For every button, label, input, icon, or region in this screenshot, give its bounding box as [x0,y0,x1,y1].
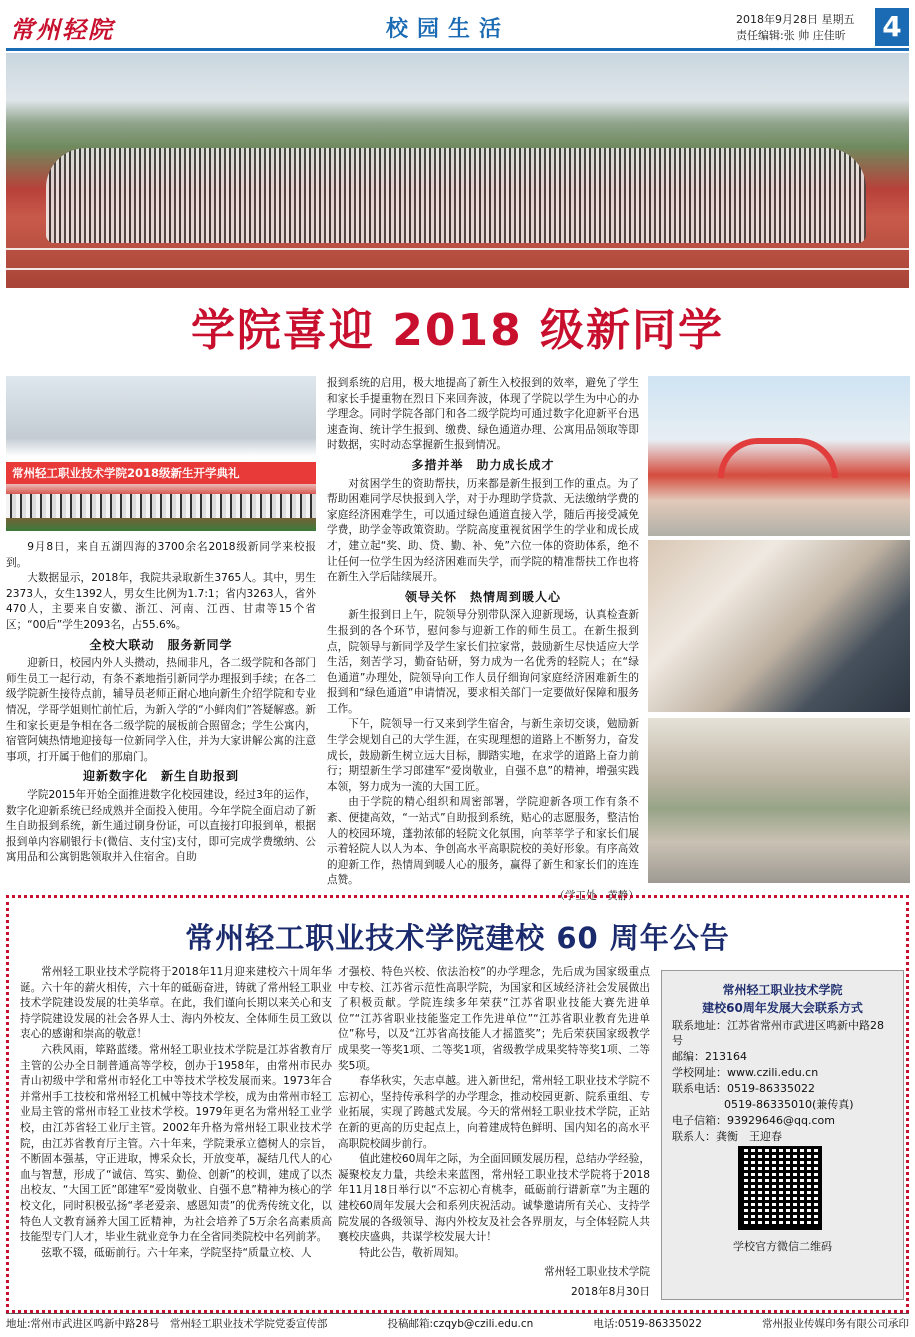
paragraph: 才强校、特色兴校、依法治校”的办学理念，先后成为国家级重点中专校、江苏省示范性高职学院，为国家和区域经济社会发展做出了积极贡献。学院连续多年荣获“江苏省职业技能大赛先进单位”“江苏省职业技能鉴定工作先进单位”“江苏省职业教育先进单位”称号，以及“江苏省高技能人才摇篮奖”；先后荣获国家级教学成果奖一等奖1项、二等奖1项，省级教学成果奖特等奖1项、二等奖5项。 [338,966,650,1072]
paragraph: 特此公告，敬祈周知。 [359,1246,466,1259]
paragraph: 新生报到日上午，院领导分别带队深入迎新现场，认真检查新生报到的各个环节，慰问参与迎新工作的师生员工。在新生报到点，院领导与新同学及学生家长们拉家常，鼓励新生尽快适应大学生活，刻苦学习，勤奋钻研，努力成为一名优秀的轻院人；在“绿色通道”办理处，院领导向工作人员仔细询问家庭经济困难新生的报到和“绿色通道”申请情况，要求相关部门一定要做好保障和服务工作。 [327,609,639,715]
footer-printer: 常州报业传媒印务有限公司承印 [761,1318,909,1330]
header-rule [6,48,909,51]
notice-date: 2018年8月30日 [571,1285,650,1298]
subheading: 全校大联动 服务新同学 [89,637,233,652]
article-column-1 [6,540,316,885]
contact-email: 电子信箱：93929646@qq.com [672,1114,835,1127]
hero-photo-opening-ceremony [6,53,909,288]
track-line [6,248,909,250]
ceremony-banner: 常州轻工职业技术学院2018级新生开学典礼 [6,462,316,484]
footer-email: 投稿邮箱:czqyb@czili.edu.cn [387,1318,534,1330]
footer [6,1316,909,1331]
issue-date: 2018年9月28日 星期五 [736,13,855,26]
contact-address: 联系地址：江苏省常州市武进区鸣新中路28号 [672,1019,884,1047]
paragraph: 报到系统的启用，极大地提高了新生入校报到的效率，避免了学生和家长手提重物在烈日下来回奔波，体现了学院以学生为中心的办学理念。同时学院各部门和各二级学院均可通过数字化迎新平台迅速查询、统计学生报到、缴费、绿色通道办理、公寓用品领取等即时数据，实时动态掌握新生报到情况。 [327,377,639,452]
footer-phone: 电话:0519-86335022 [593,1318,702,1330]
registration-desk-photo [648,540,910,712]
subheading: 多措并举 助力成长成才 [411,457,555,472]
contact-subtitle: 建校60周年发展大会联系方式 [702,1001,863,1015]
dateline [736,12,855,44]
subheading: 领导关怀 热情周到暖人心 [404,589,561,604]
ceremony-people-graphic [6,494,316,518]
notice-signature: 常州轻工职业技术学院 [544,1266,650,1279]
contact-website: 学校网址：www.czili.edu.cn [672,1066,819,1079]
subheading: 迎新数字化 新生自助报到 [82,769,239,784]
section-title: 校园生活 [386,17,511,42]
paragraph: 对贫困学生的资助帮扶，历来都是新生报到工作的重点。为了帮助困难同学尽快报到入学，对于办理助学贷款、无法缴纳学费的家庭经济困难学生，可以通过绿色通道直接入学，随后再接受减免学费，助学金等政策资助。学院高度重视贫困学生的学业和成长成才，建立起“奖、助、贷、勤、补、免”六位一体的资助体系，绝不让任何一位学生因为经济困难而失学，而学院的精准帮扶工作也将在新生入学后陆续展开。 [327,477,639,584]
notice-title: 常州轻工职业技术学院建校 60 周年公告 [185,921,730,955]
byline: （学工处 黄静） [554,890,639,902]
footer-rule [6,1313,909,1314]
wechat-qr-code [738,1146,822,1230]
paragraph: 六秩风雨，筚路蓝缕。常州轻工职业技术学院是江苏省教育厅主管的公办全日制普通高等学校，创办于1958年，由常州市民办青山初级中学和常州市轻化工中等技术学校发展而来。1973年合并常州手工技校和常州轻工机械中等技术学校，成为由常州市轻工业局主管的常州市轻工业技术学校。1979年更名为常州轻工业学校，由江苏省轻工业厅主管。2002年升格为常州轻工职业技术学院，由江苏省教育厅主管。六十年来，学院秉承立德树人的宗旨，不断固本强基，守正进取，博采众长，开放变革，凝结几代人的心血与智慧，形成了“诚信、笃实、勤俭、创新”的校训，建成了以杰出校友、“大国工匠”郎建军“爱岗敬业、自强不息”精神为核心的学校文化，同时积极弘扬“孝老爱亲、感恩知责”的优秀传统文化，以特色人文教育涵养大国工匠精神，为社会培养了5万余名高素质高技能型专门人才，毕业生就业竞争力在全省同类院校中名列前茅。 [20,1043,332,1244]
registration-arch-photo [648,376,910,536]
contact-title: 常州轻工职业技术学院 [722,983,843,997]
contact-postcode: 邮编：213164 [672,1050,747,1063]
paragraph: 值此建校60周年之际，为全面回顾发展历程，总结办学经验，凝聚校友力量，共绘未来蓝图，常州轻工职业技术学院将于2018年11月18日举行以“不忘初心育桃李，砥砺前行谱新章”为主题的建校60周年发展大会和系列庆祝活动。诚挚邀请所有关心、支持学院发展的各级领导、海内外校友及社会各界朋友，与全体轻院人共襄校庆盛典，共谋学校发展大计！ [338,1153,650,1244]
dormitory-move-in-photo [648,718,910,883]
paragraph: 9月8日，来自五湖四海的3700余名2018级新同学来校报到。 [6,541,316,569]
notice-column-2 [338,965,650,1298]
paragraph: 迎新日，校园内外人头攒动，热闹非凡，各二级学院和各部门师生员工一起行动，有条不紊地指引新同学办理报到手续；在各二级学院新生接待点前，辅导员老师正耐心地向新生介绍学院和专业情况，学哥学姐则忙前忙后，为新入学的“小鲜肉们”答疑解惑。新生和家长更是争相在各二级学院的展板前合照留念；学生公寓内，宿管阿姨热情地迎接每一位新同学入住，并为大家讲解公寓的注意事项，打开属于他们的那扇门。 [6,657,316,763]
contact-people: 联系人：龚衡 王迎春 [672,1130,782,1143]
page-number: 4 [875,8,909,46]
paragraph: 下午，院领导一行又来到学生宿舍，与新生亲切交谈，勉励新生学会规划自己的大学生涯，在实现理想的道路上不断努力，奋发成长，鼓励新生树立远大目标，脚踏实地，在求学的道路上奋力前行；期望新生学习郎建军“爱岗敬业，自强不息”的精神，增强实践本领，努力成为一流的大国工匠。 [327,718,639,793]
track-line [6,268,909,270]
headline: 学院喜迎 2018 级新同学 [190,305,725,356]
editors: 责任编辑:张 帅 庄佳昕 [736,29,846,42]
arch-graphic [718,438,838,478]
crowd-graphic [46,148,866,243]
paragraph: 由于学院的精心组织和周密部署，学院迎新各项工作有条不紊、便捷高效，“一站式”自助报到系统，贴心的志愿服务，整洁怡人的校园环境，蓬勃浓郁的轻院文化氛围，向莘莘学子和家长们展示着轻院人以人为本、争创高水平高职院校的美好形象。有序高效的迎新工作，热情周到暖人心的服务，赢得了新生和家长们的连连点赞。 [327,796,639,887]
paragraph: 大数据显示，2018年，我院共录取新生3765人。其中，男生2373人，女生1392人，男女生比例为1.7:1；省内3263人，省外470人，主要来自安徽、浙江、河南、江西、甘肃等15个省区；“00后”学生2093名，占55.6%。 [6,572,316,631]
footer-address: 地址:常州市武进区鸣新中路28号 常州轻工职业技术学院党委宣传部 [6,1318,328,1330]
contact-phone-fax: 0519-86335010(兼传真) [724,1098,854,1111]
article-column-2 [327,376,639,902]
paragraph: 春华秋实，矢志卓越。进入新世纪，常州轻工职业技术学院不忘初心，坚持传承科学的办学理念，推动校园更新、院系重组、专业拓展，实现了跨越式发展。今天的常州轻工职业技术学院，正站在新的更高的历史起点上，向着建成特色鲜明、国内知名的高水平高职院校阔步前行。 [338,1075,650,1150]
notice-column-1 [20,965,332,1295]
qr-caption: 学校官方微信二维码 [733,1240,832,1253]
paragraph: 学院2015年开始全面推进数字化校园建设，经过3年的运作，数字化迎新系统已经成熟并全面投入使用。今年学院全面启动了新生自助报到系统，新生通过刷身份证，可以直接打印报到单，根据报到单内容刷银行卡(微信、支付宝)支付，即可完成学费缴纳、公寓用品和公寓钥匙领取并入住宿舍。自助 [6,788,316,864]
contact-info-box [661,970,904,1300]
newspaper-logo: 常州轻院 [10,15,114,44]
paragraph: 常州轻工职业技术学院将于2018年11月迎来建校六十周年华诞。六十年的薪火相传，六十年的砥砺奋进，铸就了常州轻工职业技术学院建设发展的壮美华章。在此，我们谨向长期以来关心和支持学院建设发展的社会各界人士、海内外校友、全体师生员工致以衷心的感谢和崇高的敬意！ [20,966,332,1041]
contact-phone: 联系电话：0519-86335022 [672,1082,815,1095]
ceremony-photo [6,376,316,531]
paragraph: 弦歌不辍，砥砺前行。六十年来，学院坚持“质量立校、人 [41,1246,312,1259]
masthead [6,6,909,48]
